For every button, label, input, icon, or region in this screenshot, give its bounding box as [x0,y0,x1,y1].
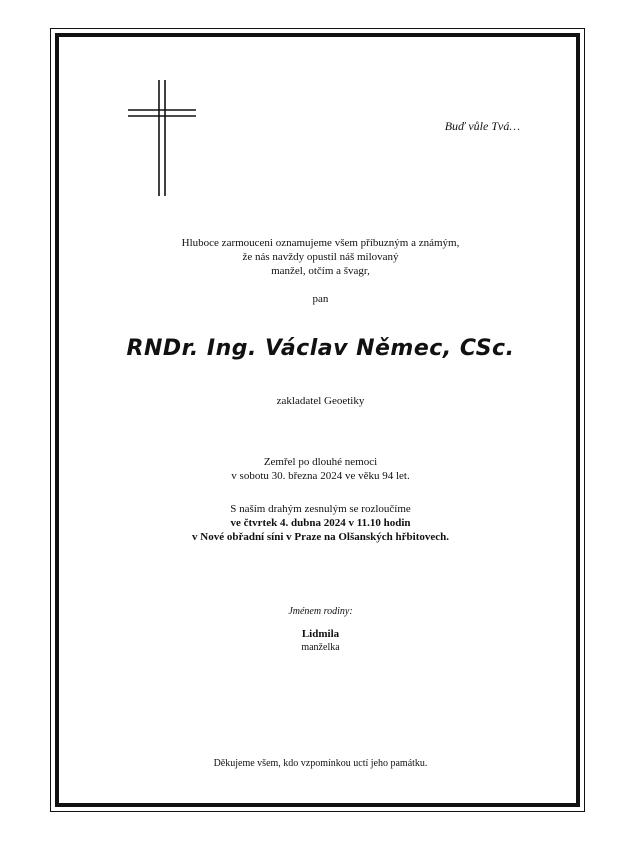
motto: Buď vůle Tvá… [444,119,520,133]
death-notice-line: Zemřel po dlouhé nemoci [263,456,378,468]
honorific: pan [312,293,329,305]
deceased-role: zakladatel Geoetiky [276,395,365,407]
announcement-line: Hluboce zarmouceni oznamujeme všem příbuzným a známým, [181,237,460,249]
announcement-line: manžel, otčím a švagr, [271,265,370,277]
family-relation: manželka [301,642,340,653]
funeral-date-time: ve čtvrtek 4. dubna 2024 v 11.10 hodin [230,517,411,529]
funeral-info [60,502,581,544]
deceased-name: RNDr. Ing. Václav Němec, CSc. [126,336,515,361]
thanks-note: Děkujeme všem, kdo vzpomínkou uctí jeho památku. [213,758,428,769]
death-notice [60,455,581,483]
family-label: Jménem rodiny: [288,606,353,617]
funeral-place: v Nové obřadní síni v Praze na Olšanských hřbitovech. [192,531,449,543]
funeral-intro: S naším drahým zesnulým se rozloučíme [230,503,411,515]
family-name: Lidmila [301,628,340,640]
announcement [60,236,581,278]
cross-icon [128,80,198,196]
death-notice-line: v sobotu 30. března 2024 ve věku 94 let. [231,470,410,482]
announcement-line: že nás navždy opustil náš milovaný [242,251,399,263]
